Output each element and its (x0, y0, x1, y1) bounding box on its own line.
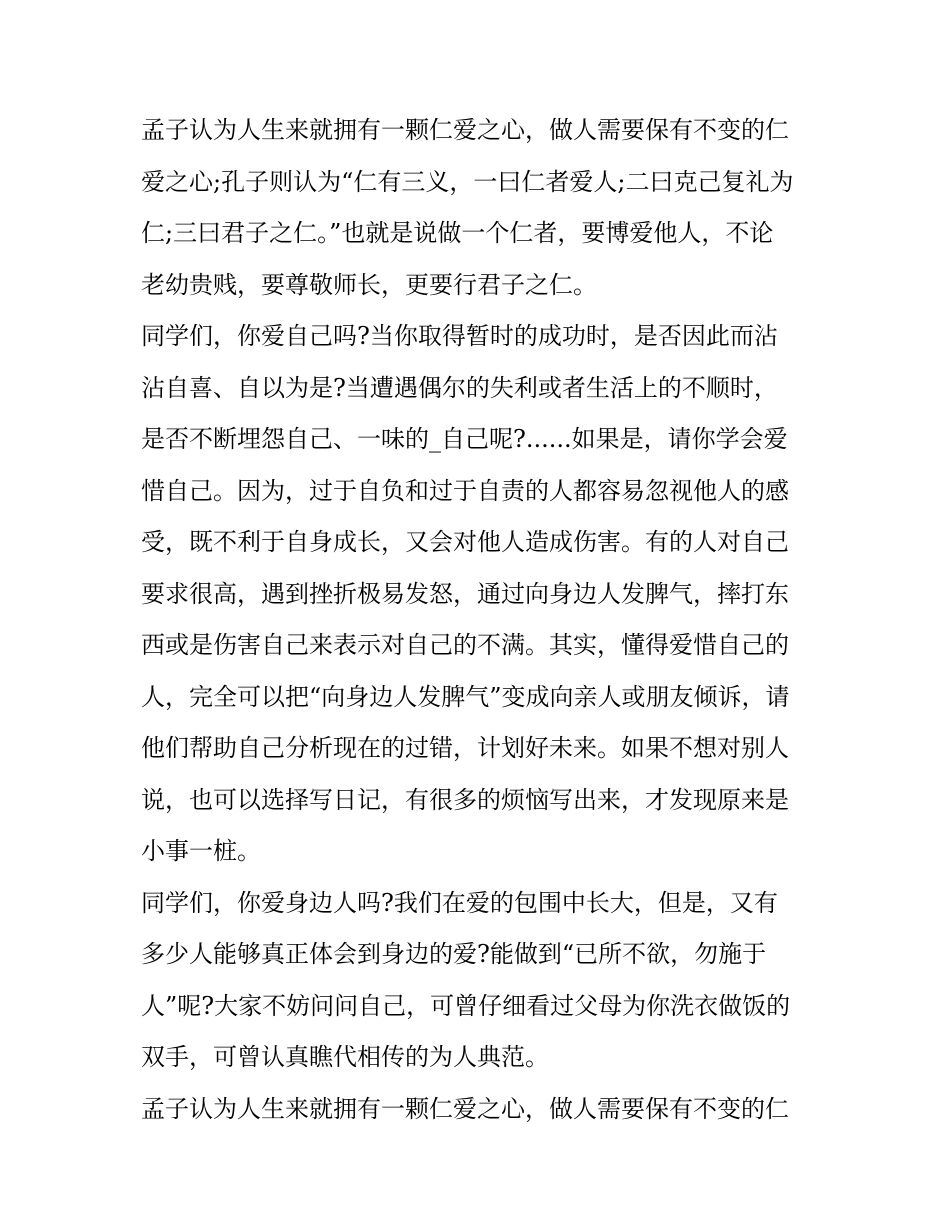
text-line: 孟子认为人生来就拥有一颗仁爱之心，做人需要保有不变的仁 (141, 1094, 789, 1123)
text-line: 老幼贵贱，要尊敬师长，更要行君子之仁。 (141, 270, 597, 299)
text-line: 小事一桩。 (141, 837, 261, 865)
text-line: 双手，可曾认真瞧代相传的为人典范。 (141, 1043, 549, 1071)
text-line: 是否不断埋怨自己、一味的_自己呢?......如果是，请你学会爱 (141, 425, 788, 453)
text-line: 他们帮助自己分析现在的过错，计划好未来。如果不想对别人 (141, 734, 789, 762)
text-line: 孟子认为人生来就拥有一颗仁爱之心，做人需要保有不变的仁 (141, 116, 789, 144)
body-text (141, 105, 813, 1135)
text-line: 多少人能够真正体会到身边的爱?能做到“已所不欲，勿施于 (141, 940, 767, 968)
text-line: 人，完全可以把“向身边人发脾气”变成向亲人或朋友倾诉，请 (141, 682, 790, 711)
text-line: 人”呢?大家不妨问问自己，可曾仔细看过父母为你洗衣做饭的 (141, 991, 791, 1020)
text-line: 沾自喜、自以为是?当遭遇偶尔的失利或者生活上的不顺时， (141, 373, 778, 402)
text-line: 同学们，你爱身边人吗?我们在爱的包围中长大，但是，又有 (141, 888, 778, 917)
text-line: 仁;三曰君子之仁。”也就是说做一个仁者，要博爱他人，不论 (141, 219, 774, 247)
text-line: 要求很高，遇到挫折极易发怒，通过向身边人发脾气，摔打东 (141, 579, 789, 608)
text-line: 西或是伤害自己来表示对自己的不满。其实，懂得爱惜自己的 (141, 631, 789, 659)
text-line: 受，既不利于自身成长，又会对他人造成伤害。有的人对自己 (141, 528, 789, 556)
text-line: 说，也可以选择写日记，有很多的烦恼写出来，才发现原来是 (141, 785, 789, 814)
text-line: 爱之心;孔子则认为“仁有三义，一曰仁者爱人;二曰克己复礼为 (141, 167, 794, 196)
text-line: 同学们，你爱自己吗?当你取得暂时的成功时，是否因此而沾 (141, 322, 778, 350)
text-line: 惜自己。因为，过于自负和过于自责的人都容易忽视他人的感 (141, 476, 789, 505)
